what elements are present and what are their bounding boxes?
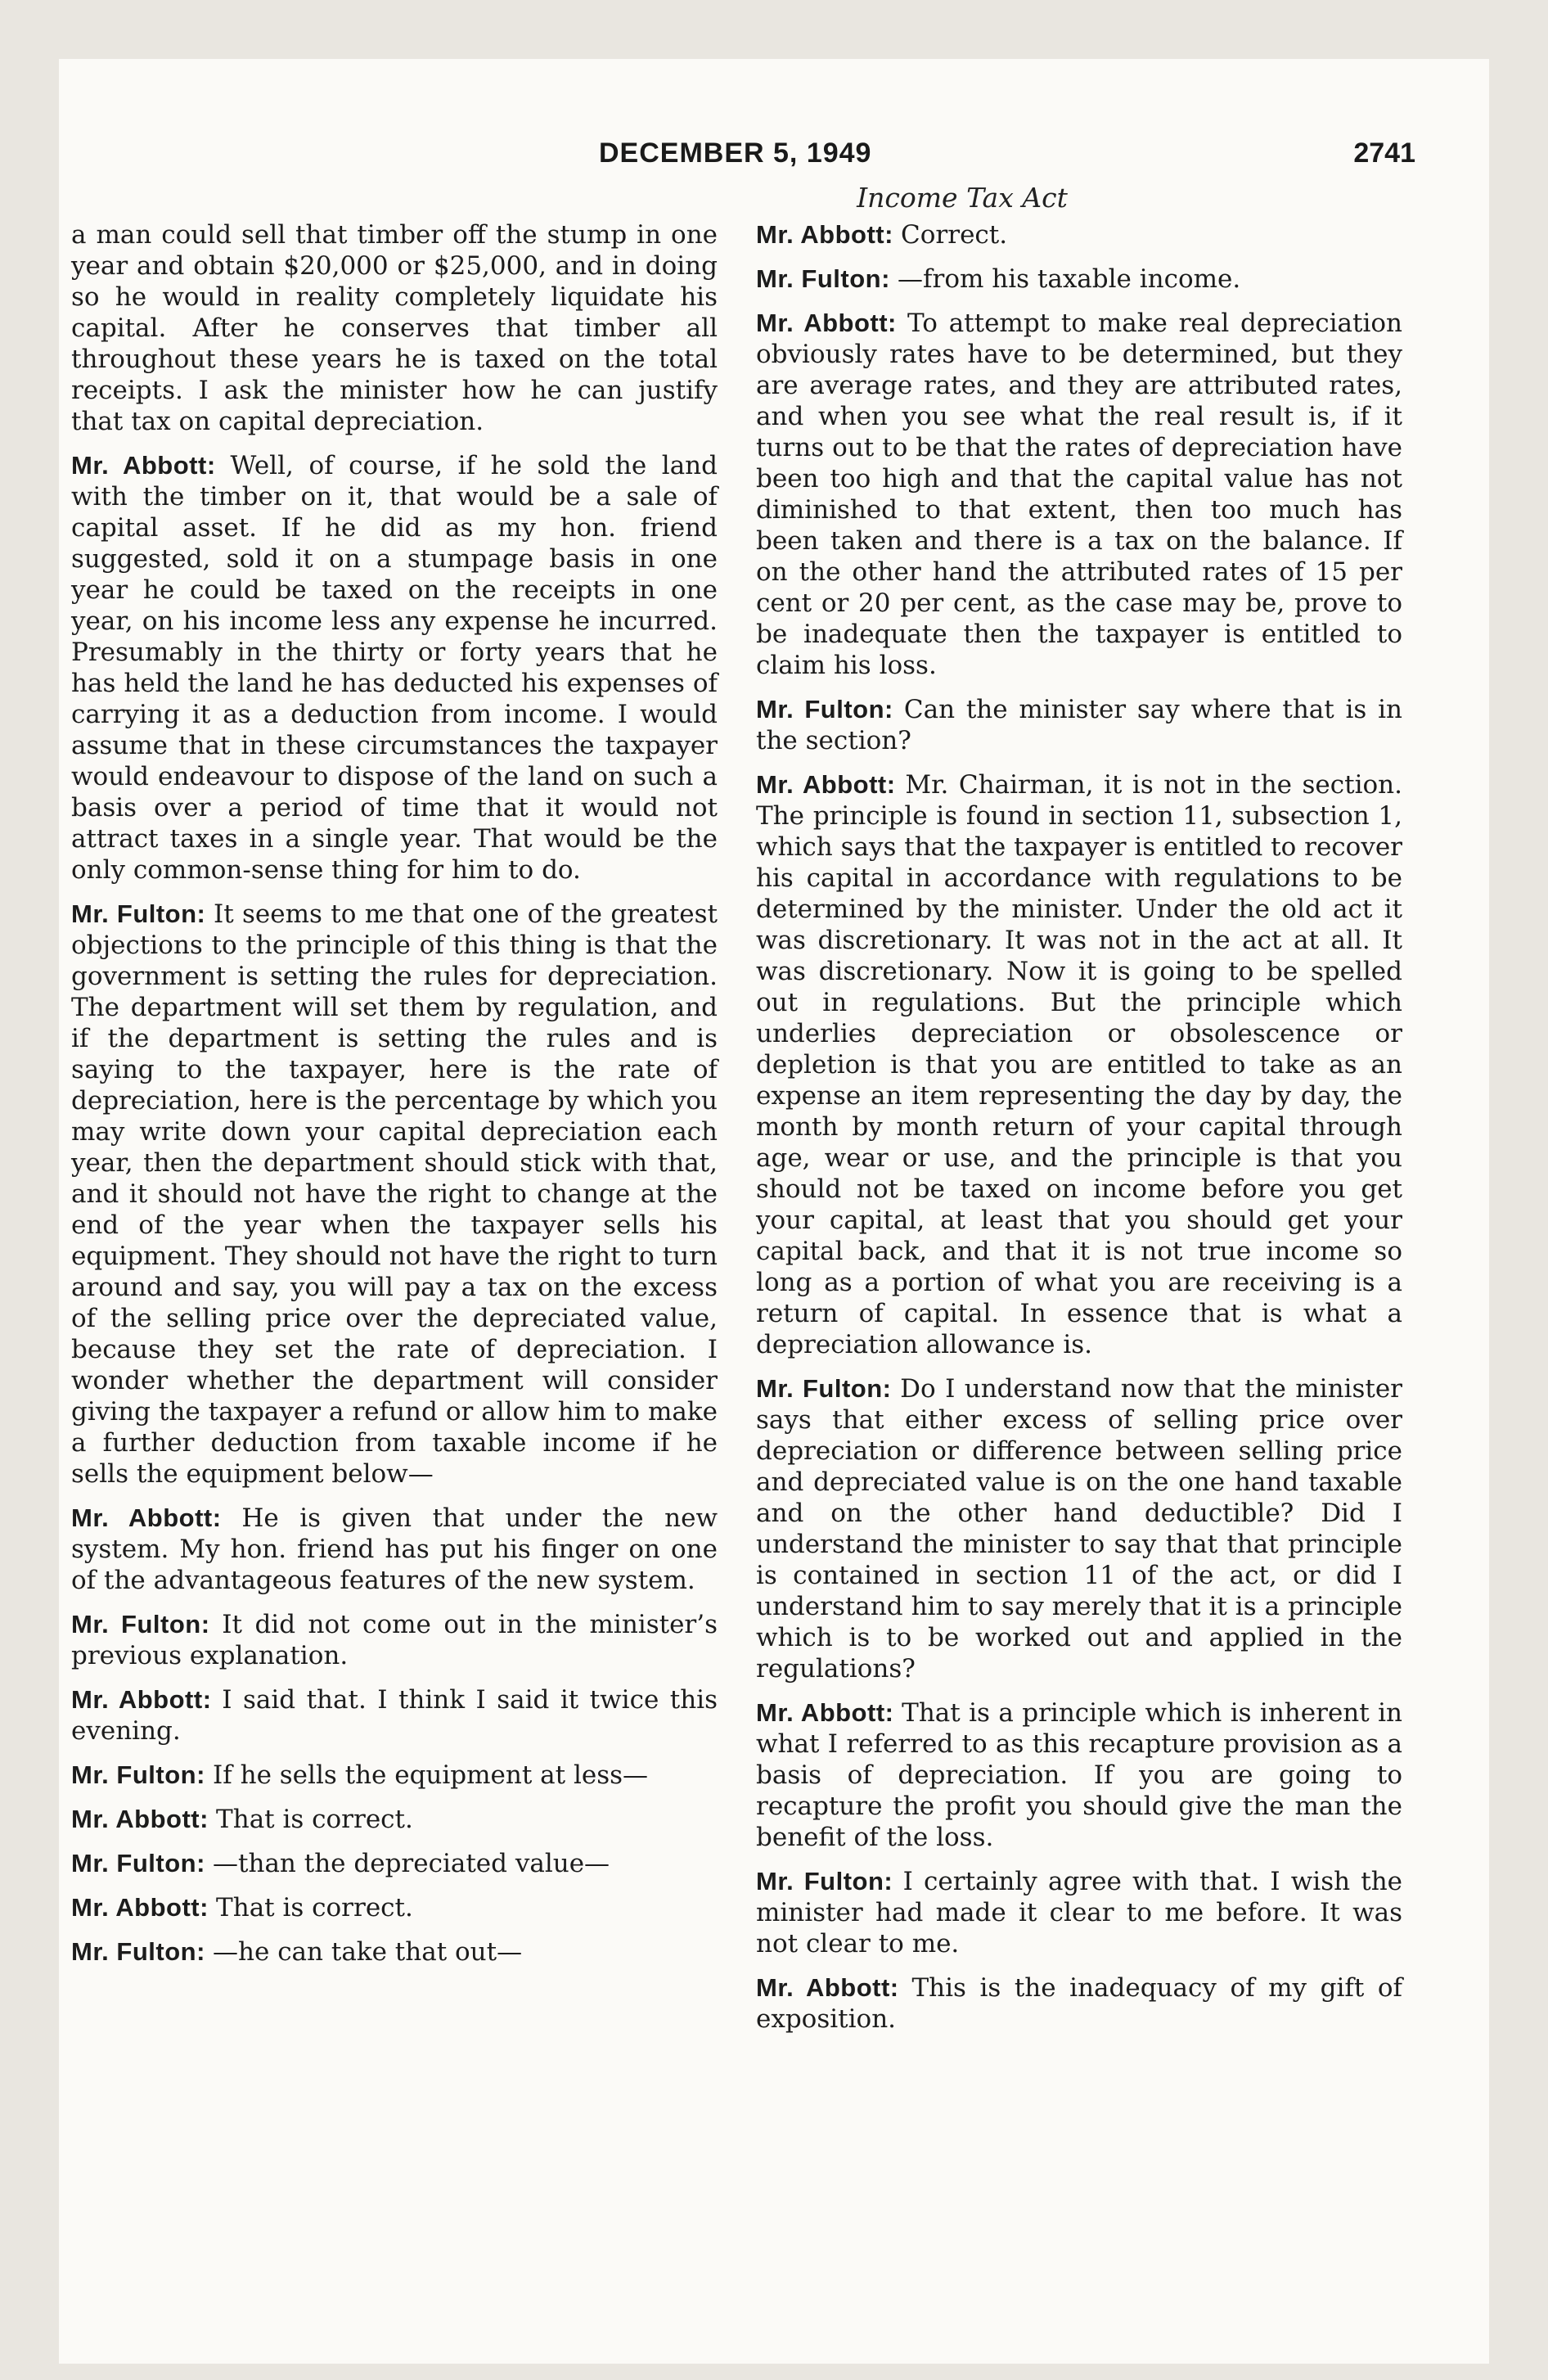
speech-paragraph — [71, 1684, 718, 1747]
speech-paragraph — [71, 1892, 718, 1923]
speech-paragraph — [756, 219, 1402, 250]
speaker-name: Mr. Abbott: — [71, 1893, 209, 1922]
speech-text: This is the inadequacy of my gift of exposition. — [756, 1973, 1402, 2034]
speech-text: I said that. I think I said it twice this evening. — [71, 1685, 718, 1746]
speech-paragraph — [71, 1503, 718, 1596]
speaker-name: Mr. Fulton: — [71, 1849, 205, 1877]
speech-text: —from his taxable income. — [898, 264, 1241, 294]
speech-text: That is correct. — [216, 1805, 413, 1834]
speech-text: Do I understand now that the minister says that either excess of selling price over depreciation or difference between selling price and depreciated value is on the one hand taxable and on the other hand deductible? Did I understand the minister to say that that principle is contained in section 11 of the act, or did I understand him to say merely that it is a principle which is to be worked out and applied in the regulations? — [756, 1374, 1402, 1684]
speaker-name: Mr. Abbott: — [756, 1973, 899, 2002]
speech-paragraph — [756, 1373, 1402, 1684]
speech-paragraph — [756, 1697, 1402, 1853]
speech-paragraph — [756, 264, 1402, 295]
page-date: DECEMBER 5, 1949 — [599, 137, 872, 169]
speech-paragraph — [71, 450, 718, 886]
speech-text: I certainly agree with that. I wish the minister had made it clear to me before. It was not clear to me. — [756, 1867, 1403, 1959]
speaker-name: Mr. Fulton: — [756, 1867, 893, 1895]
speech-text: It seems to me that one of the greatest objections to the principle of this thing is that the government is setting the rules for depreciation. The department will set them by regulation, and if the department is setting the rules and is saying to the taxpayer, here is the rate of depreciation, here is the percentage by which you may write down your capital depreciation each year, then the department should stick with that, and it should not have the right to change at the end of the year when the taxpayer sells his equipment. They should not have the right to turn around and say, you will pay a tax on the excess of the selling price over the depreciated value, because they set the rate of depreciation. I wonder whether the department will consider giving the taxpayer a refund or allow him to make a further deduction from taxable income if he sells the equipment below— — [71, 899, 718, 1489]
speech-paragraph — [756, 1972, 1402, 2035]
speech-paragraph — [756, 1866, 1402, 1959]
speech-text: —than the depreciated value— — [213, 1849, 610, 1878]
document-page — [59, 59, 1489, 2364]
speech-text: Correct. — [901, 220, 1008, 250]
speech-paragraph — [756, 769, 1402, 1360]
speech-paragraph — [71, 899, 718, 1490]
speech-text: Mr. Chairman, it is not in the section. The principle is found in section 11, subsection 1, which says that the taxpayer is entitled to recover his capital in accordance with regulations to be determined by the minister. Under the old act it was discretionary. It was not in the act at all. It was discretionary. Now it is going to be spelled out in regulations. But the principle which underlies depreciation or obsolescence or depletion is that you are entitled to take as an expense an item representing the day by day, the month by month return of your capital through age, wear or use, and the principle is that you should not be taxed on income before you get your capital, at least that you should get your capital back, and that it is not true income so long as a portion of what you are receiving is a return of capital. In essence that is what a depreciation allowance is. — [756, 770, 1403, 1359]
left-column — [71, 219, 718, 1981]
speaker-name: Mr. Fulton: — [71, 1937, 205, 1966]
speech-paragraph — [71, 1936, 718, 1968]
speaker-name: Mr. Abbott: — [71, 1805, 209, 1833]
speech-paragraph — [71, 1760, 718, 1791]
speaker-name: Mr. Abbott: — [756, 770, 896, 799]
speech-paragraph — [756, 694, 1402, 756]
speaker-name: Mr. Abbott: — [71, 1685, 212, 1714]
speech-text: That is a principle which is inherent in what I referred to as this recapture provision as a basis of depreciation. If you are going to recapture the profit you should give the man the benefit of the loss. — [756, 1698, 1402, 1852]
speaker-name: Mr. Fulton: — [71, 899, 206, 928]
speaker-name: Mr. Fulton: — [756, 1374, 892, 1403]
speaker-name: Mr. Fulton: — [756, 264, 890, 293]
speech-paragraph — [71, 219, 718, 437]
speaker-name: Mr. Abbott: — [71, 1503, 222, 1532]
speech-paragraph — [71, 1609, 718, 1671]
speaker-name: Mr. Abbott: — [756, 309, 897, 337]
speaker-name: Mr. Abbott: — [756, 220, 893, 249]
speech-paragraph — [71, 1804, 718, 1835]
speech-paragraph — [756, 308, 1402, 681]
speech-text: If he sells the equipment at less— — [213, 1760, 649, 1790]
running-title: Income Tax Act — [857, 182, 1068, 214]
speech-text: Well, of course, if he sold the land with the timber on it, that would be a sale of capital asset. If he did as my hon. friend suggested, sold it on a stumpage basis in one year he could be taxed on the receipts in one year, on his income less any expense he incurred. Presumably in the thirty or forty years that he has held the land he has deducted his expenses of carrying it as a deduction from income. I would assume that in these circumstances the taxpayer would endeavour to dispose of the land on such a basis over a period of time that it would not attract taxes in a single year. That would be the only common-sense thing for him to do. — [71, 451, 718, 885]
right-column — [756, 219, 1402, 2048]
page-header — [59, 137, 1489, 183]
speech-text: a man could sell that timber off the stump in one year and obtain $20,000 or $25,000, and in doing so he would in reality completely liquidate his capital. After he conserves that timber all throughout these years he is taxed on the total receipts. I ask the minister how he can justify that tax on capital depreciation. — [71, 220, 718, 436]
speaker-name: Mr. Fulton: — [71, 1760, 205, 1789]
speech-text: To attempt to make real depreciation obviously rates have to be determined, but they are average rates, and they are attributed rates, and when you see what the real result is, if it turns out to be that the rates of depreciation have been too high and that the capital value has not diminished to that extent, then too much has been taken and there is a tax on the balance. If on the other hand the attributed rates of 15 per cent or 20 per cent, as the case may be, prove to be inadequate then the taxpayer is entitled to claim his loss. — [756, 309, 1402, 680]
speaker-name: Mr. Fulton: — [756, 695, 893, 723]
speech-text: It did not come out in the minister’s previous explanation. — [71, 1610, 718, 1670]
speech-text: He is given that under the new system. My hon. friend has put his finger on one of the advantageous features of the new system. — [71, 1503, 718, 1595]
speaker-name: Mr. Abbott: — [756, 1698, 894, 1727]
speech-text: —he can take that out— — [213, 1937, 523, 1967]
speech-text: That is correct. — [216, 1893, 413, 1922]
speech-paragraph — [71, 1848, 718, 1879]
speaker-name: Mr. Fulton: — [71, 1610, 210, 1639]
speaker-name: Mr. Abbott: — [71, 451, 216, 480]
speech-text: Can the minister say where that is in the section? — [756, 695, 1402, 755]
page-number: 2741 — [1353, 137, 1415, 169]
